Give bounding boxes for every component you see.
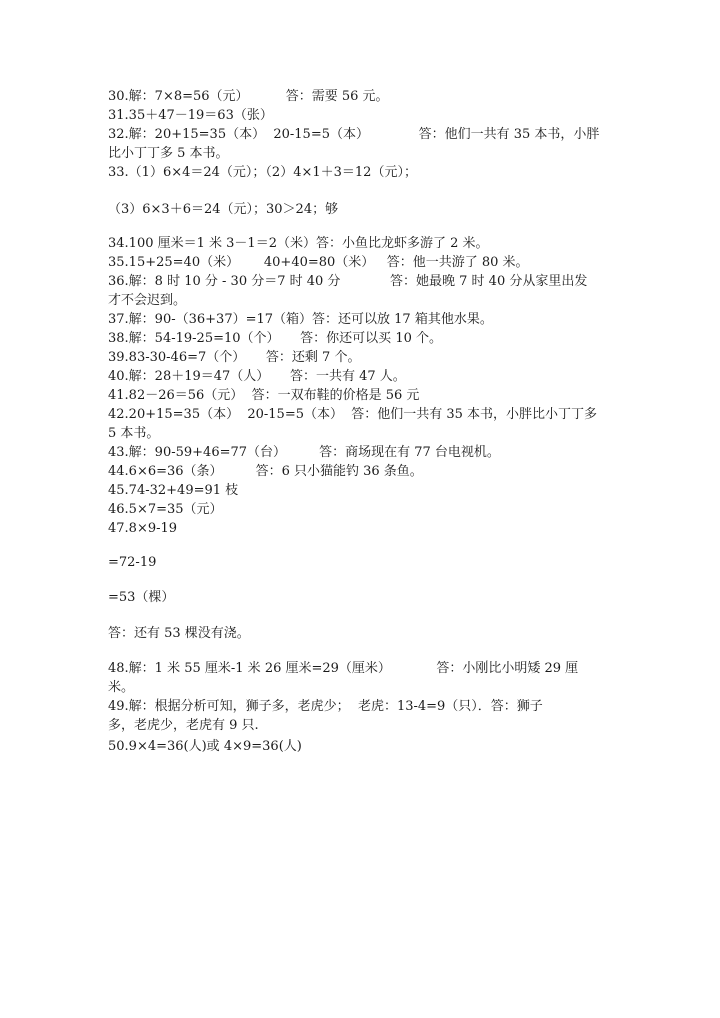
answer-39: 39.83-30-46=7（个） 答：还剩 7 个。 — [108, 350, 361, 365]
answer-31: 31.35＋47－19＝63（张） — [108, 108, 273, 123]
answer-35: 35.15+25=40（米） 40+40=80（米） 答：他一共游了 80 米。 — [108, 255, 529, 270]
answer-43: 43.解：90-59+46=77（台） 答：商场现在有 77 台电视机。 — [108, 445, 500, 460]
answer-30: 30.解：7×8=56（元） 答：需要 56 元。 — [108, 89, 389, 104]
answer-45: 45.74-32+49=91 枝 — [108, 483, 239, 498]
answer-41: 41.82－26＝56（元） 答：一双布鞋的价格是 56 元 — [108, 388, 420, 403]
answer-47: 47.8×9-19 — [108, 521, 178, 536]
answer-36-cont: 才不会迟到。 — [108, 293, 187, 308]
answer-37: 37.解：90-（36+37）=17（箱）答：还可以放 17 箱其他水果。 — [108, 312, 493, 327]
answer-33-part3: （3）6×3＋6＝24（元）；30＞24；够 — [108, 202, 339, 217]
answer-47-step1: =72-19 — [108, 555, 157, 570]
answer-47-reply: 答：还有 53 棵没有浇。 — [108, 626, 250, 641]
answer-36: 36.解：8 时 10 分 - 30 分＝7 时 40 分 答：她最晚 7 时 40 分从家里出发 — [108, 274, 588, 289]
answer-49-cont: 多，老虎少，老虎有 9 只. — [108, 718, 259, 733]
answer-50: 50.9×4=36(人)或 4×9=36(人) — [108, 739, 302, 754]
answer-42: 42.20+15=35（本） 20-15=5（本） 答：他们一共有 35 本书，小胖比小丁丁多 — [108, 407, 598, 422]
answer-48: 48.解：1 米 55 厘米-1 米 26 厘米=29（厘米） 答：小刚比小明矮 29 厘 — [108, 661, 579, 676]
answer-38: 38.解：54-19-25=10（个） 答：你还可以买 10 个。 — [108, 331, 442, 346]
answer-32-cont: 比小丁丁多 5 本书。 — [108, 146, 229, 161]
answer-44: 44.6×6=36（条） 答：6 只小猫能钓 36 条鱼。 — [108, 464, 423, 479]
answer-32: 32.解：20+15=35（本） 20-15=5（本） 答：他们一共有 35 本书，小胖 — [108, 127, 600, 142]
answer-49: 49.解：根据分析可知，狮子多，老虎少； 老虎：13-4=9（只）．答：狮子 — [108, 699, 543, 714]
answer-47-step2: =53（棵） — [108, 590, 175, 605]
answer-48-cont: 米。 — [108, 680, 135, 695]
answer-34: 34.100 厘米＝1 米 3－1＝2（米）答：小鱼比龙虾多游了 2 米。 — [108, 236, 489, 251]
answer-42-cont: 5 本书。 — [108, 426, 160, 441]
answer-40: 40.解：28＋19＝47（人） 答：一共有 47 人。 — [108, 369, 406, 384]
answer-33: 33.（1）6×4＝24（元）；（2）4×1＋3＝12（元）； — [108, 165, 417, 180]
answer-46: 46.5×7=35（元） — [108, 502, 223, 517]
